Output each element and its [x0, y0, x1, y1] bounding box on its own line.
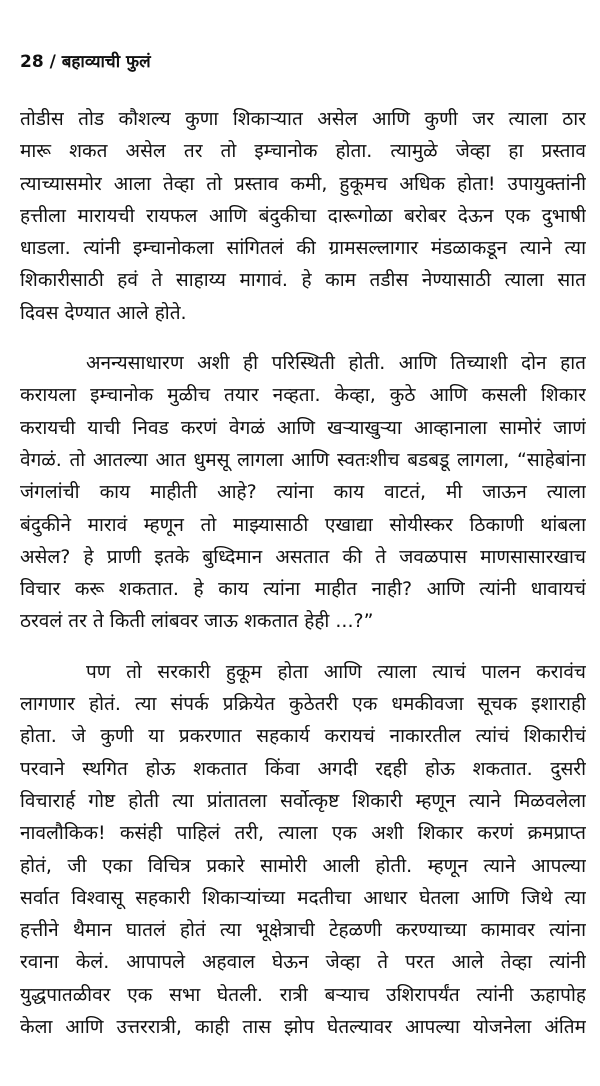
text-line: जंगलांची काय माहीती आहे? त्यांना काय वाटतं, मी जाऊन त्याला: [20, 481, 586, 504]
text-line: तोडीस तोड कौशल्य कुणा शिकाऱ्यात असेल आणि कुणी जर त्याला ठार: [20, 108, 586, 130]
text-line: धाडला. त्यांनी इम्चानोकला सांगितलं की ग्रामसल्लागार मंडळाकडून त्याने त्या: [20, 237, 586, 260]
text-line: सर्वात विश्वासू सहकारी शिकाऱ्यांच्या मदतीचा आधार घेतला आणि जिथे त्या: [20, 886, 586, 909]
text-line: असेल? हे प्राणी इतके बुध्दिमान असतात की ते जवळपास माणसासारखाच: [20, 545, 586, 568]
text-line: विचार करू शकतात. हे काय त्यांना माहीत नाही? आणि त्यांनी धावायचं: [20, 578, 586, 601]
text-line: करायला इम्चानोक मुळीच तयार नव्हता. केव्हा, कुठे आणि कसली शिकार: [20, 384, 586, 407]
text-line: होतं, जी एका विचित्र प्रकारे सामोरी आली होती. म्हणून त्याने आपल्या: [20, 854, 586, 877]
text-line: ठरवलं तर ते किती लांबवर जाऊ शकतात हेही ...?”: [20, 610, 374, 633]
text-line: लागणार होतं. त्या संपर्क प्रक्रियेत कुठेतरी एक धमकीवजा सूचक इशाराही: [20, 693, 586, 716]
text-line: पण तो सरकारी हुकूम होता आणि त्याला त्याचं पालन करावंच: [86, 660, 586, 683]
body-text: [20, 103, 586, 1043]
text-line: युद्धपातळीवर एक सभा घेतली. रात्री बऱ्याच उशिरापर्यंत त्यांनी ऊहापोह: [20, 983, 586, 1006]
text-line: विचारार्ह गोष्ट होती त्या प्रांतातला सर्वोत्कृष्ट शिकारी म्हणून त्याने मिळवलेला: [20, 789, 586, 812]
text-line: केला आणि उत्तररात्री, काही तास झोप घेतल्यावर आपल्या योजनेला अंतिम: [20, 1016, 586, 1039]
paragraph-1: [20, 103, 586, 329]
text-line: करायची याची निवड करणं वेगळं आणि खऱ्याखुऱ्या आव्हानाला सामोरं जाणं: [20, 416, 586, 439]
text-line: हत्तीला मारायची रायफल आणि बंदुकीचा दारूगोळा बरोबर देऊन एक दुभाषी: [20, 204, 586, 227]
text-line: हत्तीने थैमान घातलं होतं त्या भूक्षेत्राची टेहळणी करण्याच्या कामावर त्यांना: [20, 919, 586, 942]
text-line: रवाना केलं. आपापले अहवाल घेऊन जेव्हा ते परत आले तेव्हा त्यांनी: [20, 951, 586, 974]
paragraph-2: [20, 347, 586, 638]
text-line: दिवस देण्यात आले होते.: [20, 301, 187, 324]
text-line: वेगळं. तो आतल्या आत धुमसू लागला आणि स्वतःशीच बडबडू लागला, “साहेबांना: [20, 448, 586, 471]
text-line: शिकारीसाठी हवं ते साहाय्य मागावं. हे काम तडीस नेण्यासाठी त्याला सात: [20, 269, 586, 292]
text-line: त्याच्यासमोर आला तेव्हा तो प्रस्ताव कमी, हुकूमच अधिक होता! उपायुक्तांनी: [20, 172, 586, 195]
running-header: 28 / बहाव्याची फुलं: [20, 52, 151, 72]
text-line: अनन्यसाधारण अशी ही परिस्थिती होती. आणि तिच्याशी दोन हात: [86, 352, 586, 375]
text-line: मारू शकत असेल तर तो इम्चानोक होता. त्यामुळे जेव्हा हा प्रस्ताव: [20, 140, 586, 163]
text-line: नावलौकिक! कसंही पाहिलं तरी, त्याला एक अशी शिकार करणं क्रमप्राप्त: [20, 822, 586, 845]
text-line: परवाने स्थगित होऊ शकतात किंवा अगदी रद्दही होऊ शकतात. दुसरी: [20, 757, 586, 780]
text-line: होता. जे कुणी या प्रकरणात सहकार्य करायचं नाकारतील त्यांचं शिकारीचं: [20, 725, 586, 748]
paragraph-3: [20, 656, 586, 1044]
text-line: बंदुकीने मारावं म्हणून तो माझ्यासाठी एखाद्या सोयीस्कर ठिकाणी थांबला: [20, 513, 586, 536]
